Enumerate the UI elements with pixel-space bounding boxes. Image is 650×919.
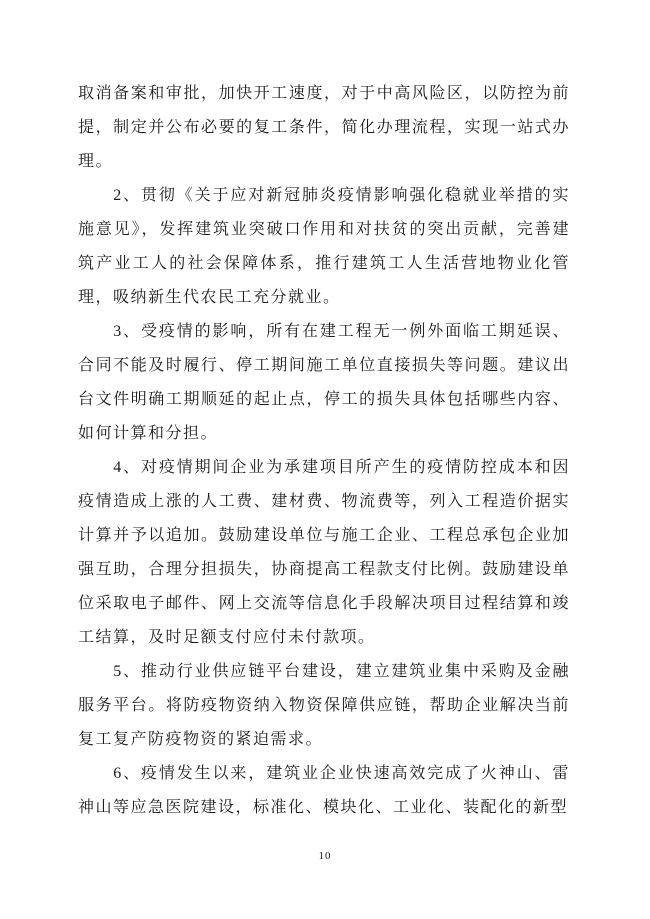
paragraph-item-4: 4、对疫情期间企业为承建项目所产生的疫情防控成本和因疫情造成上涨的人工费、建材费、物流费等，列入工程造价据实计算并予以追加。鼓励建设单位与施工企业、工程总承包企业加强互助，合理分担损失，协商提高工程款支付比例。鼓励建设单位采取电子邮件、网上交流等信息化手段解决项目过程结算和竣工结算，及时足额支付应付未付款项。 <box>78 459 570 646</box>
page-body <box>78 77 570 825</box>
paragraph-continuation: 取消备案和审批，加快开工速度，对于中高风险区，以防控为前提，制定并公布必要的复工条件，简化办理流程，实现一站式办理。 <box>78 85 570 170</box>
paragraph-item-2: 2、贯彻《关于应对新冠肺炎疫情影响强化稳就业举措的实施意见》，发挥建筑业突破口作用和对扶贫的突出贡献，完善建筑产业工人的社会保障体系，推行建筑工人生活营地物业化管理，吸纳新生代农民工充分就业。 <box>78 187 570 306</box>
paragraph-item-3: 3、受疫情的影响，所有在建工程无一例外面临工期延误、合同不能及时履行、停工期间施工单位直接损失等问题。建议出台文件明确工期顺延的起止点，停工的损失具体包括哪些内容、如何计算和分担。 <box>78 323 570 442</box>
paragraph-item-6: 6、疫情发生以来，建筑业企业快速高效完成了火神山、雷神山等应急医院建设，标准化、模块化、工业化、装配化的新型 <box>78 765 570 816</box>
paragraph-item-5: 5、推动行业供应链平台建设，建立建筑业集中采购及金融服务平台。将防疫物资纳入物资保障供应链，帮助企业解决当前复工复产防疫物资的紧迫需求。 <box>78 663 570 748</box>
page-number: 10 <box>318 850 332 862</box>
